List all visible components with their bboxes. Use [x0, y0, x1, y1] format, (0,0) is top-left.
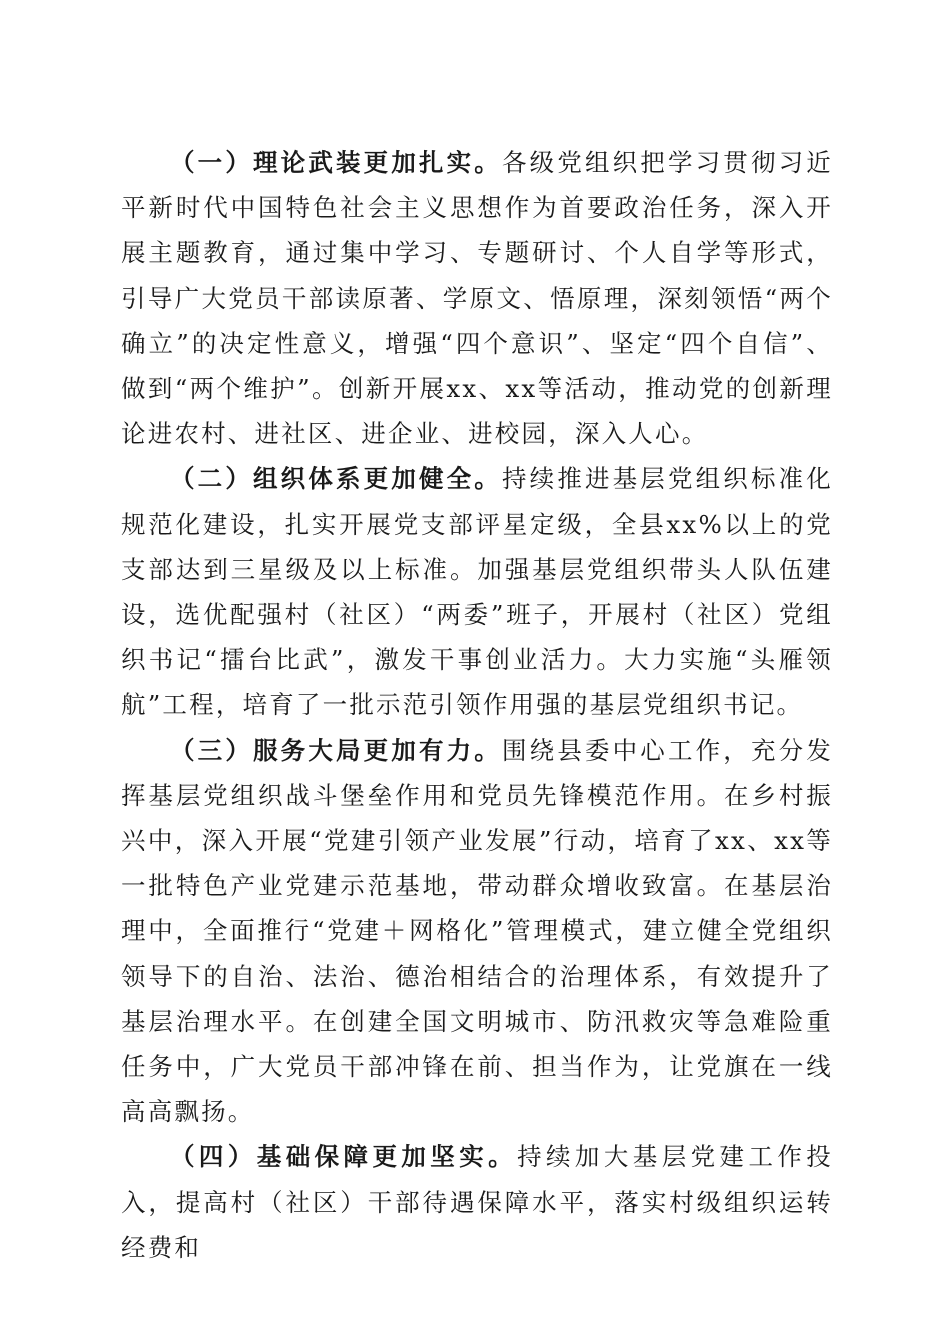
paragraph-2-heading: （二）组织体系更加健全。 — [170, 464, 502, 494]
paragraph-4 — [121, 1134, 833, 1270]
paragraph-3 — [121, 728, 833, 1135]
paragraph-3-heading: （三）服务大局更加有力。 — [170, 735, 502, 765]
paragraph-4-text: 持续加大基层党建工作投入，提高村（社区）干部待遇保障水平，落实村级组织运转经费和 — [121, 1142, 834, 1262]
paragraph-1-text: 各级党组织把学习贯彻习近平新时代中国特色社会主义思想作为首要政治任务，深入开展主题教育，通过集中学习、专题研讨、个人自学等形式，引导广大党员干部读原著、学原文、悟原理，深刻领悟“两个确立”的决定性意义，增强“四个意识”、坚定“四个自信”、做到“两个维护”。创新开展xx、xx等活动，推动党的创新理论进农村、进社区、进企业、进校园，深入人心。 — [121, 148, 833, 449]
paragraph-1-heading: （一）理论武装更加扎实。 — [170, 148, 502, 177]
paragraph-3-text: 围绕县委中心工作，充分发挥基层党组织战斗堡垒作用和党员先锋模范作用。在乡村振兴中，深入开展“党建引领产业发展”行动，培育了xx、xx等一批特色产业党建示范基地，带动群众增收致富。在基层治理中，全面推行“党建＋网格化”管理模式，建立健全党组织领导下的自治、法治、德治相结合的治理体系，有效提升了基层治理水平。在创建全国文明城市、防汛救灾等急难险重任务中，广大党员干部冲锋在前、担当作为，让党旗在一线高高飘扬。 — [121, 735, 833, 1127]
document-body — [121, 140, 833, 1270]
paragraph-4-heading: （四）基础保障更加坚实。 — [170, 1142, 518, 1172]
paragraph-2-text: 持续推进基层党组织标准化规范化建设，扎实开展党支部评星定级，全县xx%以上的党支部达到三星级及以上标准。加强基层党组织带头人队伍建设，选优配强村（社区）“两委”班子，开展村（社区）党组织书记“擂台比武”，激发干事创业活力。大力实施“头雁领航”工程，培育了一批示范引领作用强的基层党组织书记。 — [121, 464, 833, 720]
paragraph-1 — [121, 140, 833, 456]
paragraph-2 — [121, 456, 833, 727]
